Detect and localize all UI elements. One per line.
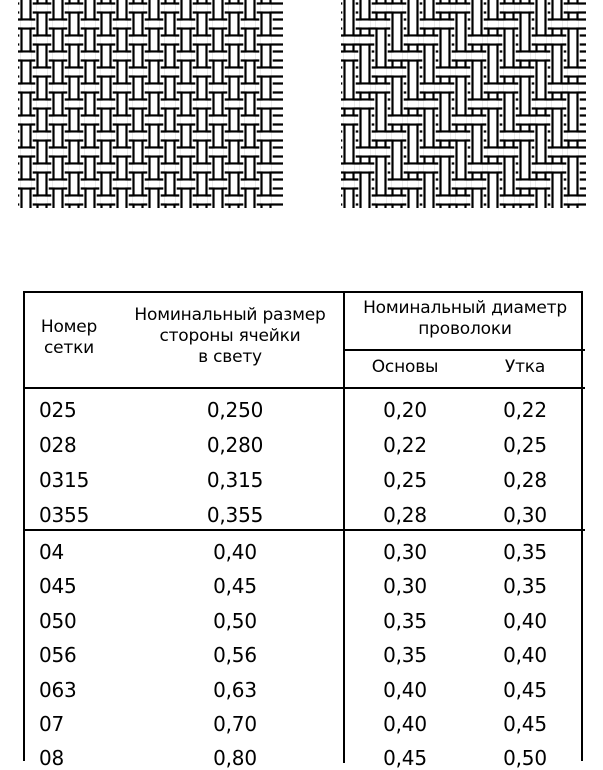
table-cell-size: 0,355 [206, 503, 264, 527]
table-cell-weft: 0,22 [503, 398, 547, 422]
table-cell-warp: 0,40 [383, 678, 427, 702]
header-nominal-size-line1: Номинальный размер [134, 305, 326, 325]
table-cell-weft: 0,35 [503, 540, 547, 564]
table-cell-num: 063 [39, 678, 77, 702]
plain-weave-illustration [18, 0, 283, 214]
table-cell-warp: 0,35 [383, 609, 427, 633]
table-cell-num: 045 [39, 574, 77, 598]
table-cell-weft: 0,35 [503, 574, 547, 598]
header-nominal-size-line3: в свету [198, 347, 262, 367]
table-cell-size: 0,56 [213, 643, 257, 667]
table-cell-weft: 0,25 [503, 433, 547, 457]
header-wire-diameter [345, 298, 585, 340]
header-warp: Основы [371, 357, 439, 377]
table-cell-warp: 0,30 [383, 574, 427, 598]
table-cell-warp: 0,45 [383, 746, 427, 770]
header-nominal-size-line2: стороны ячейки [159, 326, 301, 346]
table-cell-warp: 0,25 [383, 468, 427, 492]
header-mesh-number [29, 317, 109, 359]
table-cell-warp: 0,28 [383, 503, 427, 527]
table-cell-num: 04 [39, 540, 65, 564]
table-cell-num: 056 [39, 643, 77, 667]
mesh-table [23, 291, 583, 770]
header-nominal-size [120, 305, 340, 368]
header-weft: Утка [504, 357, 546, 377]
table-cell-num: 028 [39, 433, 77, 457]
table-cell-num: 050 [39, 609, 77, 633]
table-cell-size: 0,80 [213, 746, 257, 770]
table-cell-size: 0,315 [206, 468, 264, 492]
table-cell-num: 0355 [39, 503, 90, 527]
header-wire-diameter-line2: проволоки [418, 319, 512, 339]
table-cell-size: 0,40 [213, 540, 257, 564]
table-cell-warp: 0,30 [383, 540, 427, 564]
table-cell-warp: 0,35 [383, 643, 427, 667]
table-cell-warp: 0,20 [383, 398, 427, 422]
table-cell-weft: 0,45 [503, 712, 547, 736]
twill-weave-illustration [341, 0, 586, 214]
table-cell-num: 08 [39, 746, 65, 770]
table-cell-num: 025 [39, 398, 77, 422]
table-cell-size: 0,45 [213, 574, 257, 598]
table-cell-warp: 0,40 [383, 712, 427, 736]
table-cell-weft: 0,28 [503, 468, 547, 492]
table-cell-num: 07 [39, 712, 65, 736]
header-mesh-number-line2: сетки [43, 338, 95, 358]
table-cell-size: 0,70 [213, 712, 257, 736]
header-divider [25, 387, 585, 389]
table-cell-warp: 0,22 [383, 433, 427, 457]
table-cell-weft: 0,40 [503, 643, 547, 667]
table-cell-num: 0315 [39, 468, 90, 492]
header-wire-diameter-line1: Номинальный диаметр [363, 298, 567, 318]
table-cell-size: 0,50 [213, 609, 257, 633]
table-cell-size: 0,280 [206, 433, 264, 457]
table-cell-weft: 0,45 [503, 678, 547, 702]
table-cell-weft: 0,40 [503, 609, 547, 633]
subheader-divider [345, 349, 585, 351]
table-cell-size: 0,250 [206, 398, 264, 422]
group-divider [25, 529, 585, 531]
table-cell-weft: 0,50 [503, 746, 547, 770]
table-cell-size: 0,63 [213, 678, 257, 702]
table-cell-weft: 0,30 [503, 503, 547, 527]
header-mesh-number-line1: Номер [40, 317, 98, 337]
